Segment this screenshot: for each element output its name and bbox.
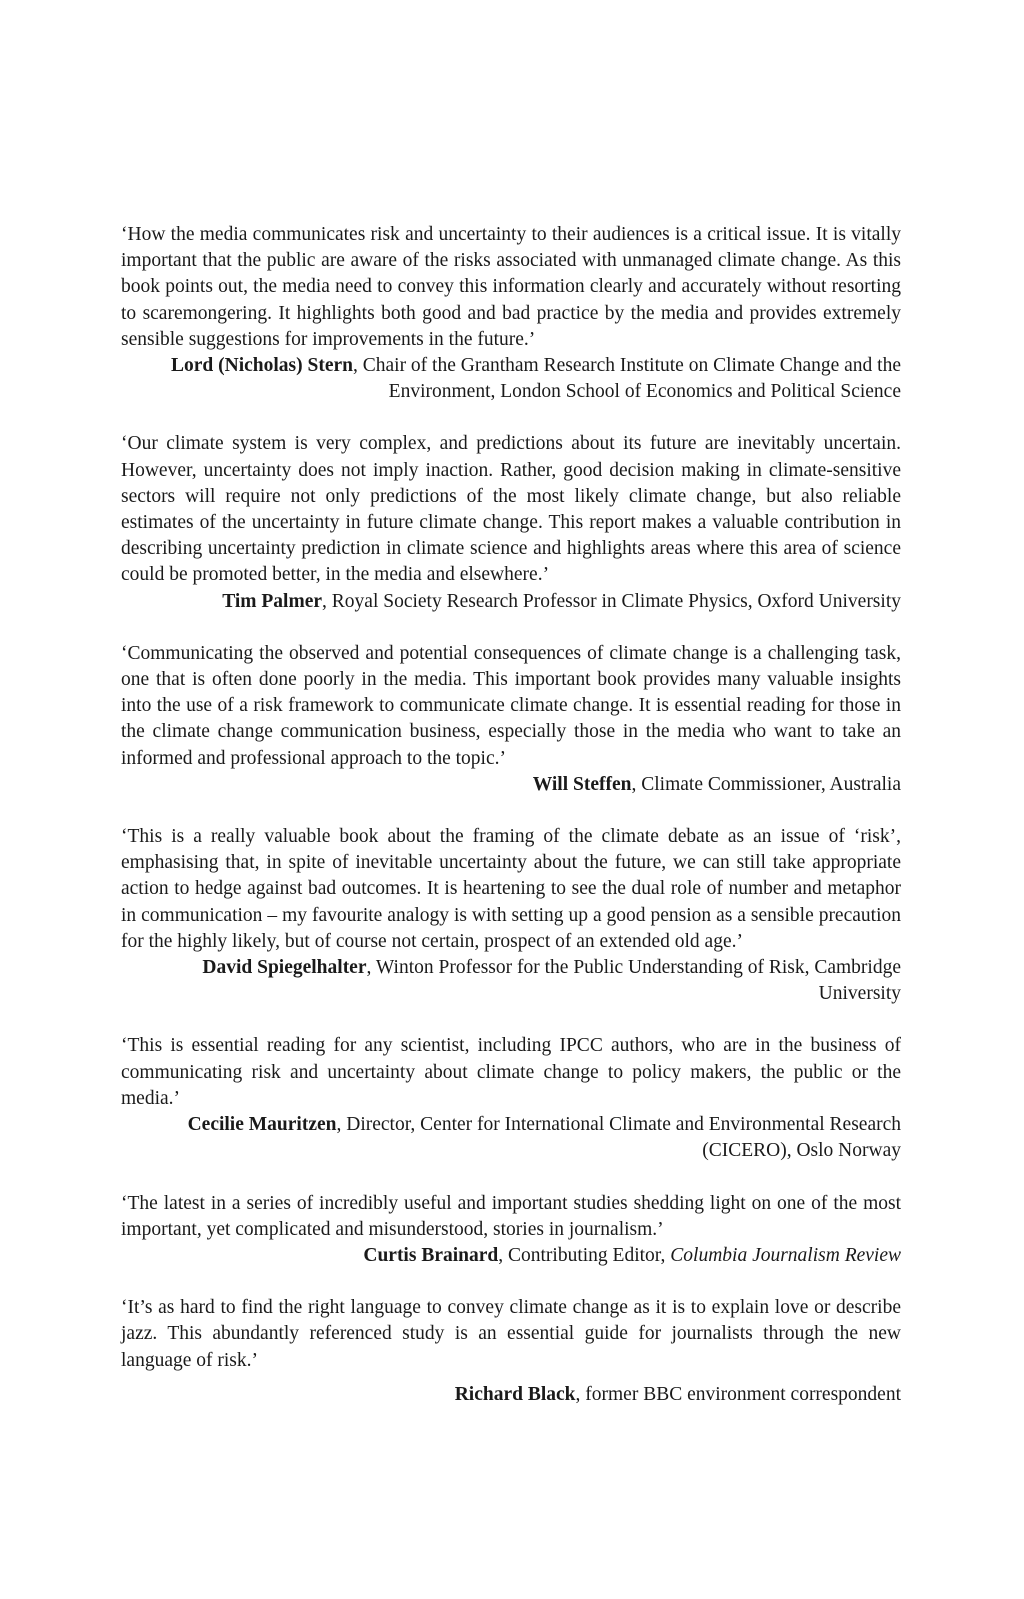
endorsement-steffen [121, 641, 901, 798]
endorsement-attribution [121, 589, 901, 615]
endorser-affiliation: , Director, Center for International Climate and Environmental Research (CICERO), Oslo Norway [336, 1114, 901, 1162]
endorser-name: Cecilie Mauritzen [187, 1114, 337, 1136]
endorsement-brainard [121, 1191, 901, 1270]
endorsements-page [121, 222, 901, 1408]
endorser-affiliation: , former BBC environment correspondent [575, 1383, 901, 1405]
endorser-name: David Spiegelhalter [202, 957, 367, 979]
endorser-name: Curtis Brainard [363, 1244, 499, 1266]
endorser-name: Richard Black [454, 1383, 576, 1405]
endorsement-quote: ‘This is a really valuable book about the framing of the climate debate as an issue of ‘risk’, emphasising that, in spite of inevitable uncertainty about the future, we can still take appropriate action to hedge against bad outcomes. It is heartening to see the dual role of number and metaphor in communication – my favourite analogy is with setting up a good pension as a sensible precaution for the highly likely, but of course not certain, prospect of an extended old age.’ [121, 826, 901, 952]
endorser-name: Tim Palmer [222, 590, 323, 612]
endorsement-mauritzen [121, 1033, 901, 1164]
endorser-affiliation: , Chair of the Grantham Research Institute on Climate Change and the Environment, London School of Economics and Political Science [352, 355, 901, 403]
endorser-affiliation: , Royal Society Research Professor in Climate Physics, Oxford University [322, 590, 901, 612]
endorser-affiliation: , Winton Professor for the Public Understanding of Risk, Cambridge University [366, 957, 901, 1005]
endorsement-attribution [121, 1382, 901, 1408]
endorsement-attribution [121, 772, 901, 798]
endorser-name: Lord (Nicholas) Stern [170, 355, 353, 377]
endorsement-quote: ‘Our climate system is very complex, and predictions about its future are inevitably uncertain. However, uncertainty does not imply inaction. Rather, good decision making in climate-sensitive sectors will require not only predictions of the most likely climate change, but also reliable estimates of the uncertainty in future climate change. This report makes a valuable contribution in describing uncertainty prediction in climate science and highlights areas where this area of science could be promoted better, in the media and elsewhere.’ [121, 433, 901, 586]
publication-title: Columbia Journalism Review [670, 1244, 901, 1266]
endorser-affiliation: , Climate Commissioner, Australia [631, 773, 901, 795]
endorsement-attribution [121, 353, 901, 405]
endorsement-black [121, 1295, 901, 1408]
endorsement-spiegelhalter [121, 824, 901, 1007]
endorsement-quote: ‘The latest in a series of incredibly useful and important studies shedding light on one of the most important, yet complicated and misunderstood, stories in journalism.’ [121, 1192, 901, 1240]
endorsement-quote: ‘This is essential reading for any scientist, including IPCC authors, who are in the business of communicating risk and uncertainty about climate change to policy makers, the public or the media.’ [121, 1035, 901, 1109]
endorser-name: Will Steffen [532, 773, 632, 795]
endorser-affiliation: , Contributing Editor, [498, 1244, 671, 1266]
endorsement-quote: ‘How the media communicates risk and uncertainty to their audiences is a critical issue. It is vitally important that the public are aware of the risks associated with unmanaged climate change. As this book points out, the media need to convey this information clearly and accurately without resorting to scaremongering. It highlights both good and bad practice by the media and provides extremely sensible suggestions for improvements in the future.’ [121, 224, 901, 350]
endorsement-quote: ‘Communicating the observed and potential consequences of climate change is a challenging task, one that is often done poorly in the media. This important book provides many valuable insights into the use of a risk framework to communicate climate change. It is essential reading for those in the climate change communication business, especially those in the media who want to take an informed and professional approach to the topic.’ [121, 642, 901, 769]
endorsement-attribution [121, 955, 901, 1007]
endorsement-stern [121, 222, 901, 405]
endorsement-attribution [121, 1112, 901, 1164]
endorsement-attribution [121, 1243, 901, 1269]
endorsement-quote: ‘It’s as hard to find the right language to convey climate change as it is to explain love or describe jazz. This abundantly referenced study is an essential guide for journalists through the new language of risk.’ [121, 1297, 901, 1371]
endorsement-palmer [121, 431, 901, 614]
